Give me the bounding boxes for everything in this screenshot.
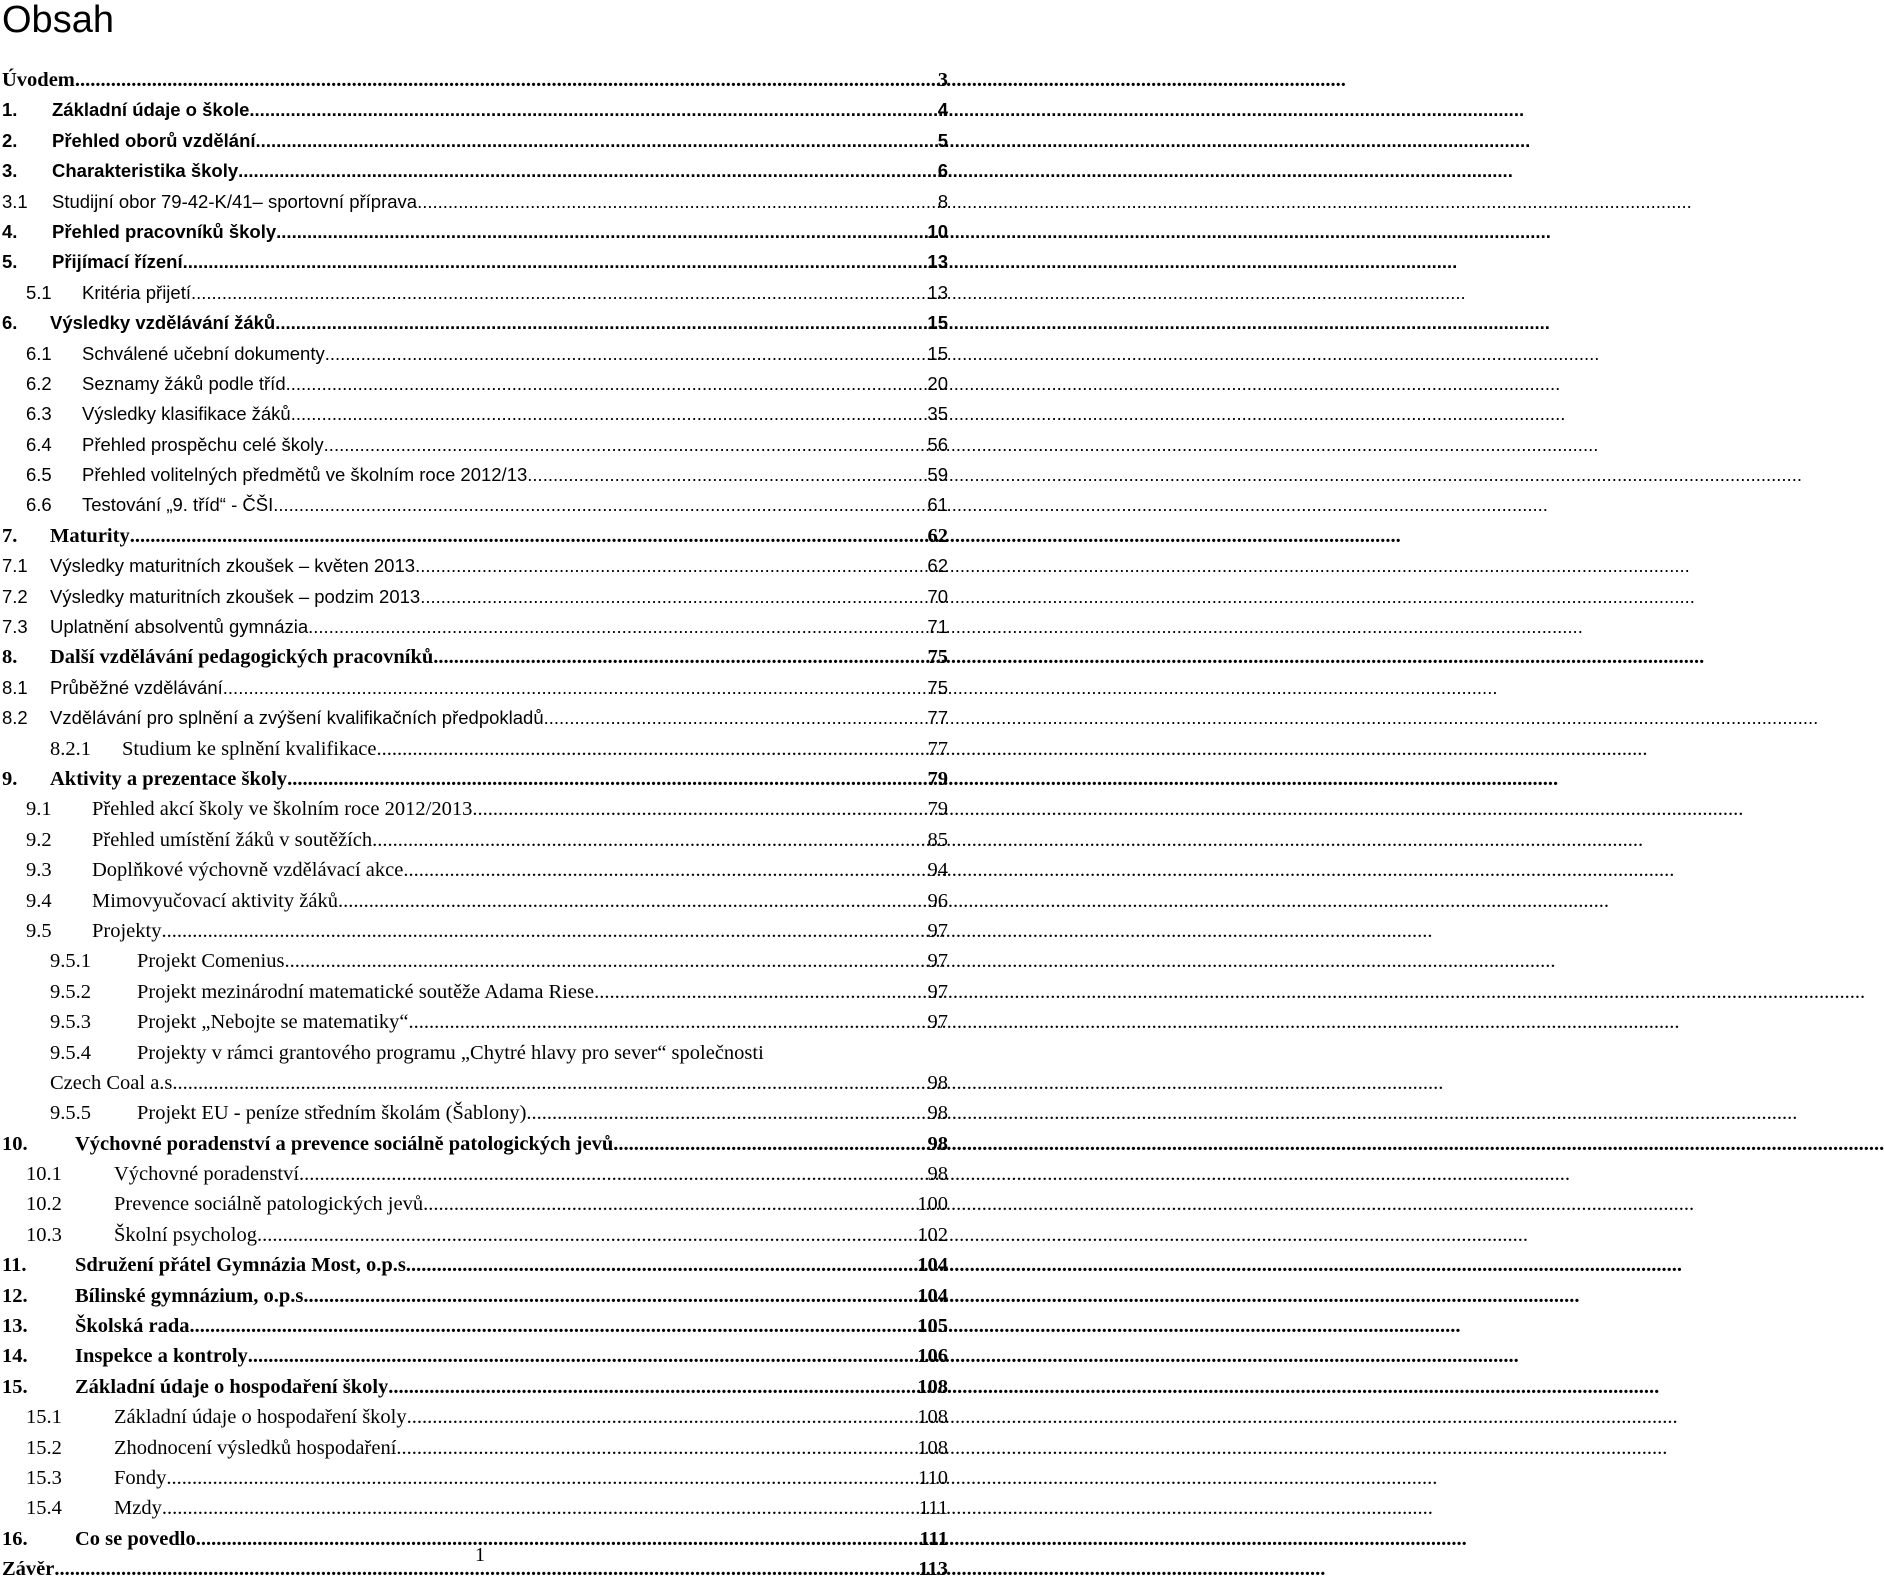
toc-dot-leader [309,1281,916,1311]
toc-entry-page: 108 [917,1375,948,1398]
toc-entry-page: 108 [917,1406,948,1429]
toc-entry-title: Schválené učební dokumenty [82,342,325,364]
toc-entry-title: Projekt „Nebojte se matematiky“ [137,1011,409,1034]
toc-entry-number: 15.2 [26,1436,62,1459]
toc-dot-leader [75,65,936,95]
toc-entry-title: Přijímací řízení [52,251,183,273]
toc-entry[interactable] [2,1038,948,1068]
toc-entry-page: 6 [937,160,948,182]
toc-entry-page: 108 [917,1436,948,1459]
toc-entry-number: 10.1 [26,1163,62,1186]
toc-entry-title: Základní údaje o škole [52,99,250,121]
toc-entry-title: Další vzdělávání pedagogických pracovníků [50,646,434,669]
toc-entry-page: 75 [927,646,948,669]
toc-entry-page: 113 [918,1558,948,1581]
toc-dot-leader [527,460,925,490]
toc-entry[interactable] [2,1433,948,1463]
toc-entry[interactable] [2,187,948,217]
toc-entry-title: Přehled oborů vzdělání [52,129,256,151]
toc-entry-title: Projekt Comenius [137,950,285,973]
toc-entry-number: 15.4 [26,1497,62,1520]
toc-dot-leader [287,764,925,794]
toc-entry-title: Vzdělávání pro splnění a zvýšení kvalifikačních předpokladů [50,707,544,729]
toc-entry-page: 97 [927,950,948,973]
toc-dot-leader [191,278,925,308]
toc-dot-leader [415,551,925,581]
toc-entry-title: Studium ke splnění kvalifikace [122,737,377,760]
toc-entry-number: 1. [2,99,18,121]
toc-dot-leader [172,1068,925,1098]
toc-entry[interactable] [2,1372,948,1402]
toc-entry-number: 9.5.1 [50,950,91,973]
toc-entry-number: 15. [2,1375,28,1398]
toc-entry-page: 96 [927,889,948,912]
toc-dot-leader [257,1220,915,1250]
toc-entry-page: 20 [927,372,948,394]
toc-entry-page: 62 [927,555,948,577]
toc-dot-leader [249,95,935,125]
toc-entry-title: Uplatnění absolventů gymnázia [50,616,309,638]
toc-entry-page: 71 [927,616,948,638]
toc-entry-number: 8.1 [2,676,28,698]
toc-entry-title: Czech Coal a.s [50,1071,173,1094]
toc-entry-title: Aktivity a prezentace školy [50,767,288,790]
toc-entry-page: 3 [937,69,948,91]
toc-dot-leader [613,1129,925,1159]
toc-entry[interactable] [2,794,948,824]
toc-entry-number: 10.3 [26,1223,62,1246]
toc-entry[interactable] [2,126,948,156]
toc-entry[interactable] [2,217,948,247]
toc-dot-leader [256,126,936,156]
toc-entry-title: Maturity [50,524,130,547]
toc-dot-leader [338,886,926,916]
toc-entry-page: 75 [927,676,948,698]
toc-entry-title: Přehled umístění žáků v soutěžích [92,828,373,851]
toc-entry-title: Sdružení přátel Gymnázia Most, o.p.s. [75,1254,411,1277]
toc-entry[interactable] [2,551,948,581]
toc-entry-number: 6.3 [26,403,52,425]
toc-dot-leader [276,217,925,247]
toc-entry-page: 15 [927,342,948,364]
toc-entry-page: 77 [927,737,948,760]
toc-entry-title: Přehled volitelných předmětů ve školním roce 2012/13 [82,464,528,486]
toc-entry-page: 15 [927,312,948,334]
toc-entry-number: 7.2 [2,585,28,607]
toc-entry-number: 9.5 [26,919,52,942]
toc-dot-leader [291,399,926,429]
toc-dot-leader [161,916,925,946]
toc-entry-number: 11. [2,1254,27,1277]
toc-entry[interactable] [2,490,948,520]
toc-dot-leader [183,247,926,277]
toc-dot-leader [433,642,925,672]
toc-entry-page: 56 [927,433,948,455]
page-number: 1 [475,1544,485,1566]
toc-entry-number: 9.1 [26,798,52,821]
toc-entry-number: 13. [2,1315,28,1338]
toc-entry-number: 9.5.2 [50,980,91,1003]
toc-entry-page: 98 [927,1102,948,1125]
toc-entry-title: Základní údaje o hospodaření školy [75,1375,389,1398]
toc-dot-leader [284,946,925,976]
toc-dot-leader [407,1402,916,1432]
toc-entry-page: 70 [927,585,948,607]
toc-entry-title: Školská rada [75,1315,190,1338]
toc-entry-title: Školní psycholog [114,1223,257,1246]
toc-entry-number: 9.3 [26,859,52,882]
toc-entry-page: 104 [917,1254,948,1277]
toc-entry-number: 12. [2,1284,28,1307]
toc-entry-number: 7.3 [2,616,28,638]
toc-dot-leader [420,582,925,612]
toc-entry-title: Testování „9. tříd“ - ČŠI [82,494,274,516]
toc-entry[interactable] [2,916,948,946]
toc-entry-page: 59 [927,464,948,486]
toc-dot-leader [273,490,925,520]
toc-entry-number: 6.6 [26,494,52,516]
toc-entry-title: Průběžné vzdělávání [50,676,223,698]
toc-entry-page: 61 [927,494,948,516]
toc-dot-leader [396,1433,915,1463]
toc-entry[interactable] [2,673,948,703]
toc-dot-leader [423,1189,915,1219]
toc-entry-page: 62 [927,524,948,547]
toc-entry-title: Zhodnocení výsledků hospodaření [114,1436,397,1459]
toc-entry[interactable] [2,1250,948,1280]
toc-entry-page: 4 [937,99,948,121]
toc-dot-leader [388,1372,915,1402]
toc-dot-leader [190,1311,916,1341]
toc-entry[interactable] [2,1129,948,1159]
toc-entry-number: 8.2.1 [50,737,91,760]
toc-entry-number: 6.4 [26,433,52,455]
toc-entry-page: 104 [917,1284,948,1307]
toc-entry-title: Studijní obor 79-42-K/41– sportovní příprava [52,190,418,212]
toc-entry-title: Úvodem [2,69,75,91]
toc-dot-leader [526,1098,925,1128]
toc-entry-page: 110 [918,1466,948,1489]
toc-entry-title: Kritéria přijetí [82,281,191,303]
toc-entry-number: 4. [2,220,18,242]
toc-entry[interactable] [2,1402,948,1432]
toc-entry-number: 14. [2,1345,28,1368]
toc-dot-leader [162,1493,917,1523]
toc-entry-page: 5 [937,129,948,151]
toc-entry-title: Projekty v rámci grantového programu „Chytré hlavy pro sever“ společnosti [137,1041,764,1064]
toc-entry-title: Co se povedlo [75,1527,196,1550]
toc-entry-title: Přehled prospěchu celé školy [82,433,324,455]
toc-dot-leader [544,703,926,733]
toc-entry-number: 10. [2,1132,28,1155]
toc-dot-leader [223,673,926,703]
toc-dot-leader [238,156,936,186]
toc-entry[interactable] [2,1311,948,1341]
toc-entry-title: Výsledky klasifikace žáků [82,403,291,425]
toc-entry-page: 8 [937,190,948,212]
toc-dot-leader [130,521,926,551]
toc-entry-page: 94 [927,859,948,882]
toc-entry[interactable] [2,946,948,976]
toc-entry-page: 105 [917,1315,948,1338]
toc-entry[interactable] [2,521,948,551]
toc-entry-number: 5.1 [26,281,52,303]
toc-entry[interactable] [2,1220,948,1250]
toc-dot-leader [324,430,926,460]
toc-entry[interactable] [2,825,948,855]
toc-entry-page: 13 [927,281,948,303]
toc-dot-leader [409,1007,926,1037]
toc-dot-leader [299,1159,925,1189]
toc-entry-number: 8.2 [2,707,28,729]
toc-entry-page: 77 [927,707,948,729]
table-of-contents [2,65,948,1585]
toc-entry-page: 106 [917,1345,948,1368]
toc-entry-title: Seznamy žáků podle tříd [82,372,286,394]
toc-entry-title: Projekt mezinárodní matematické soutěže Adama Riese [137,980,595,1003]
toc-entry-title: Výsledky maturitních zkoušek – květen 2013 [50,555,416,577]
toc-dot-leader [403,855,925,885]
toc-entry[interactable] [2,1159,948,1189]
toc-entry[interactable] [2,278,948,308]
toc-entry[interactable] [2,308,948,338]
toc-entry-page: 97 [927,919,948,942]
toc-dot-leader [166,1463,916,1493]
toc-entry[interactable] [2,460,948,490]
toc-entry[interactable] [2,977,948,1007]
toc-entry-title: Bílinské gymnázium, o.p.s. [75,1284,309,1307]
toc-dot-leader [308,612,925,642]
toc-entry[interactable] [2,582,948,612]
toc-dot-leader [417,187,936,217]
toc-entry[interactable] [2,65,948,95]
toc-entry-number: 7.1 [2,555,28,577]
toc-dot-leader [372,825,925,855]
toc-entry[interactable] [2,764,948,794]
toc-dot-leader [275,308,925,338]
toc-entry-page: 35 [927,403,948,425]
toc-entry-title: Mzdy [114,1497,162,1520]
toc-entry-number: 15.1 [26,1406,62,1429]
toc-entry-title: Přehled akcí školy ve školním roce 2012/2013 [92,798,473,821]
toc-entry-number: 6.1 [26,342,52,364]
toc-entry-page: 100 [917,1193,948,1216]
toc-entry-title: Charakteristika školy [52,160,239,182]
toc-entry[interactable] [2,1098,948,1128]
toc-entry[interactable] [2,1189,948,1219]
toc-entry-number: 16. [2,1527,28,1550]
toc-entry-number: 10.2 [26,1193,62,1216]
toc-entry-title: Doplňkové výchovně vzdělávací akce [92,859,404,882]
toc-entry[interactable] [2,855,948,885]
toc-dot-leader [594,977,925,1007]
toc-entry[interactable] [2,1068,948,1098]
toc-entry-title: Základní údaje o hospodaření školy [114,1406,407,1429]
toc-entry-page: 102 [917,1223,948,1246]
toc-entry-number: 9. [2,767,18,790]
toc-entry-number: 3.1 [2,190,28,212]
toc-entry[interactable] [2,1007,948,1037]
toc-entry-title: Výsledky maturitních zkoušek – podzim 2013 [50,585,421,607]
toc-entry-title: Mimovyučovací aktivity žáků [92,889,338,912]
toc-entry-title: Fondy [114,1466,167,1489]
toc-entry-number: 2. [2,129,18,151]
toc-entry-number: 9.2 [26,828,52,851]
toc-entry-title: Prevence sociálně patologických jevů [114,1193,424,1216]
toc-entry[interactable] [2,734,948,764]
toc-entry[interactable] [2,612,948,642]
toc-entry[interactable] [2,95,948,125]
toc-entry-title: Přehled pracovníků školy [52,220,277,242]
toc-dot-leader [325,339,926,369]
toc-entry-title: Projekt EU - peníze středním školám (Šablony) [137,1102,527,1125]
toc-entry[interactable] [2,399,948,429]
toc-entry[interactable] [2,369,948,399]
toc-entry[interactable] [2,703,948,733]
toc-entry[interactable] [2,886,948,916]
toc-dot-leader [286,369,926,399]
toc-entry-number: 8. [2,646,18,669]
toc-entry-number: 3. [2,160,18,182]
toc-entry-number: 9.5.5 [50,1102,91,1125]
toc-dot-leader [411,1250,915,1280]
toc-entry-number: 9.5.4 [50,1041,91,1064]
page-title: Obsah [2,0,114,41]
toc-entry-page: 13 [927,251,948,273]
toc-entry-page: 10 [927,220,948,242]
toc-dot-leader [472,794,925,824]
toc-entry[interactable] [2,1463,948,1493]
toc-dot-leader [248,1341,915,1371]
toc-entry-number: 6. [2,312,18,334]
toc-entry-title: Závěr [2,1558,55,1581]
toc-entry-page: 79 [927,767,948,790]
toc-entry-page: 85 [927,828,948,851]
toc-entry[interactable] [2,156,948,186]
toc-entry-title: Výsledky vzdělávání žáků [50,312,276,334]
toc-entry-page: 111 [919,1527,948,1550]
toc-entry-page: 111 [918,1497,948,1520]
toc-entry[interactable] [2,339,948,369]
toc-entry[interactable] [2,247,948,277]
toc-entry[interactable] [2,642,948,672]
toc-entry-number: 5. [2,251,18,273]
toc-entry-number: 15.3 [26,1466,62,1489]
toc-entry[interactable] [2,1493,948,1523]
toc-entry-page: 98 [927,1071,948,1094]
toc-entry-title: Výchovné poradenství [114,1163,300,1186]
toc-entry-page: 98 [927,1163,948,1186]
toc-entry-number: 6.2 [26,372,52,394]
toc-dot-leader [377,734,926,764]
toc-entry-page: 97 [927,1011,948,1034]
toc-entry-number: 9.4 [26,889,52,912]
toc-entry[interactable] [2,1281,948,1311]
toc-entry-title: Výchovné poradenství a prevence sociálně patologických jevů [75,1132,614,1155]
toc-entry-number: 6.5 [26,464,52,486]
toc-entry-title: Projekty [92,919,162,942]
toc-entry-page: 97 [927,980,948,1003]
toc-entry[interactable] [2,1341,948,1371]
toc-entry[interactable] [2,430,948,460]
toc-entry-number: 9.5.3 [50,1011,91,1034]
toc-entry-page: 98 [927,1132,948,1155]
toc-entry-page: 79 [927,798,948,821]
toc-entry-number: 7. [2,524,18,547]
toc-entry-title: Inspekce a kontroly [75,1345,248,1368]
